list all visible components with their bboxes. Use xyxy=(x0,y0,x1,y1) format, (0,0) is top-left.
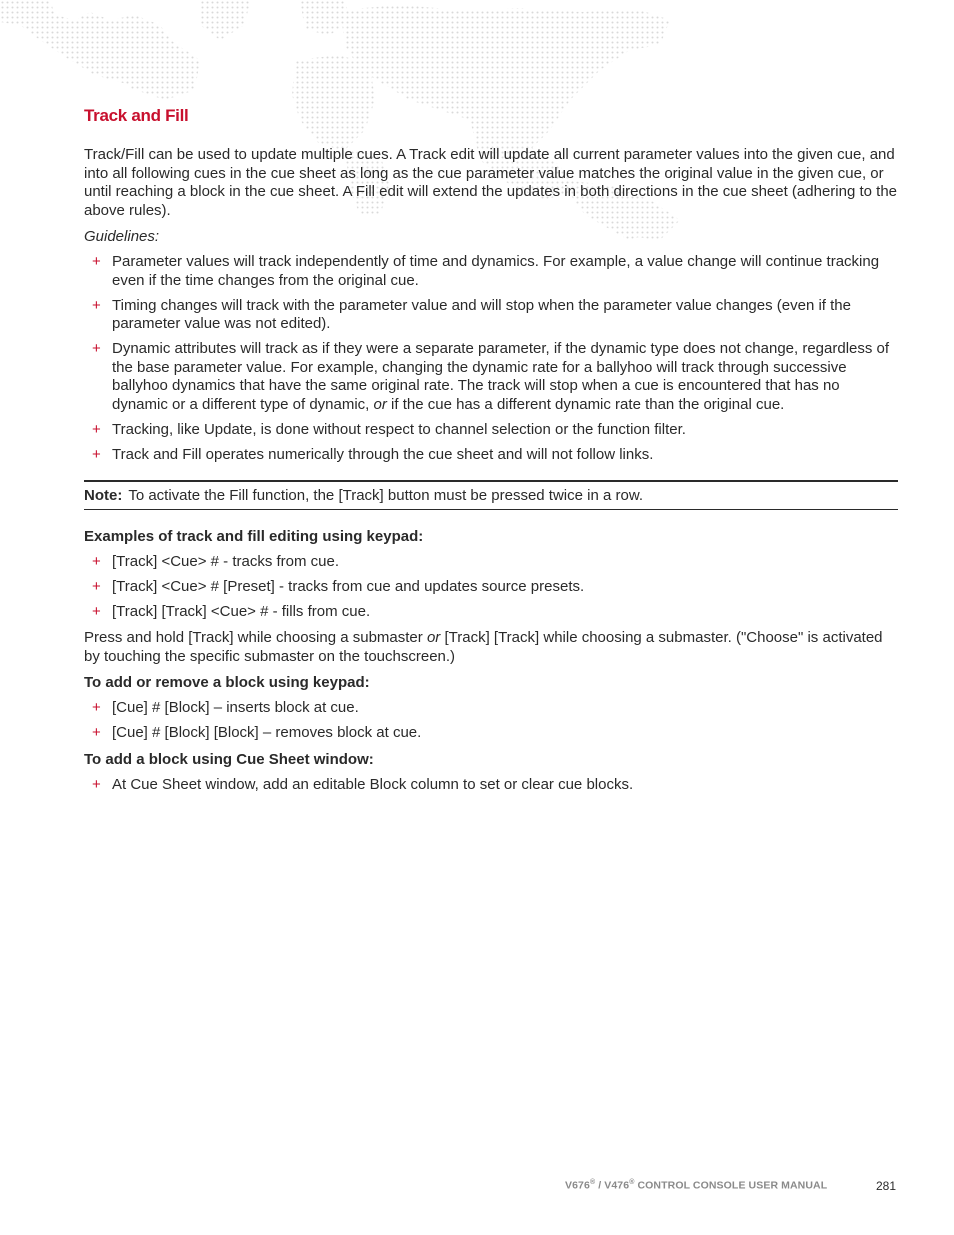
list-item: + [Track] <Cue> # - tracks from cue. xyxy=(92,553,340,570)
block-window-list xyxy=(84,776,898,801)
section-title: Track and Fill xyxy=(84,106,189,125)
plus-bullet-icon: + xyxy=(92,296,101,314)
list-item: + [Track] <Cue> # [Preset] - tracks from cue and updates source presets. xyxy=(92,577,585,595)
list-item: + [Cue] # [Block] – inserts block at cue. xyxy=(92,699,359,716)
list-item: + Tracking, like Update, is done without respect to channel selection or the function filter. xyxy=(92,420,686,438)
footer-manual-title: V676® / V476® CONTROL CONSOLE USER MANUAL xyxy=(565,1179,828,1192)
note-text: To activate the Fill function, the [Track] button must be pressed twice in a row. xyxy=(128,487,644,504)
note-box xyxy=(84,480,898,510)
list-item: + [Track] [Track] <Cue> # - fills from cue. xyxy=(92,602,371,620)
list-item: + Track and Fill operates numerically through the cue sheet and will not follow links. xyxy=(92,445,654,463)
block-window-heading: To add a block using Cue Sheet window: xyxy=(84,751,374,768)
plus-bullet-icon: + xyxy=(92,602,101,620)
plus-bullet-icon: + xyxy=(92,445,101,463)
block-keypad-heading: To add or remove a block using keypad: xyxy=(84,674,370,691)
list-item: + Dynamic attributes will track as if they were a separate parameter, if the dynamic type does not change, regardless of the base parameter value. For example, changing the dynamic rate for a ballyhoo will track through successive ballyhoo dynamics that have the same original rate. The track will stop when a cue is encountered that has no dynamic or a different type of dynamic, or if the cue has a different dynamic rate than the original cue. xyxy=(92,340,890,413)
plus-bullet-icon: + xyxy=(92,553,101,570)
plus-bullet-icon: + xyxy=(92,699,101,716)
plus-bullet-icon: + xyxy=(92,776,101,793)
submaster-paragraph: Press and hold [Track] while choosing a submaster or [Track] [Track] while choosing a submaster. ("Choose" is activated by touching the specific submaster on the touchscreen.) xyxy=(84,629,883,665)
guidelines-label: Guidelines: xyxy=(84,228,160,245)
list-item: + At Cue Sheet window, add an editable Block column to set or clear cue blocks. xyxy=(92,776,634,793)
list-item: + Timing changes will track with the parameter value and will stop when the parameter value changes (even if the parameter value was not edited). xyxy=(92,296,851,333)
guidelines-list xyxy=(84,253,898,471)
plus-bullet-icon: + xyxy=(92,577,101,595)
list-item: + [Cue] # [Block] [Block] – removes block at cue. xyxy=(92,723,422,741)
keypad-examples-heading: Examples of track and fill editing using keypad: xyxy=(84,528,424,545)
plus-bullet-icon: + xyxy=(92,340,101,358)
list-item: + Parameter values will track independently of time and dynamics. For example, a value change will continue tracking even if the time changes from the original cue. xyxy=(92,253,880,289)
block-keypad-list xyxy=(84,699,898,749)
intro-paragraph: Track/Fill can be used to update multiple cues. A Track edit will update all current parameter values into the given cue, and into all following cues in the cue sheet as long as the cue parameter value matches the original value in the given cue, or until reaching a block in the cue sheet. A Fill edit will extend the updates in both directions in the cue sheet (adhering to the above rules). xyxy=(84,146,898,219)
plus-bullet-icon: + xyxy=(92,723,101,741)
note-label: Note: xyxy=(84,487,123,504)
plus-bullet-icon: + xyxy=(92,253,101,270)
page-number: 281 xyxy=(876,1179,897,1193)
keypad-examples-list xyxy=(84,553,898,628)
plus-bullet-icon: + xyxy=(92,420,101,438)
